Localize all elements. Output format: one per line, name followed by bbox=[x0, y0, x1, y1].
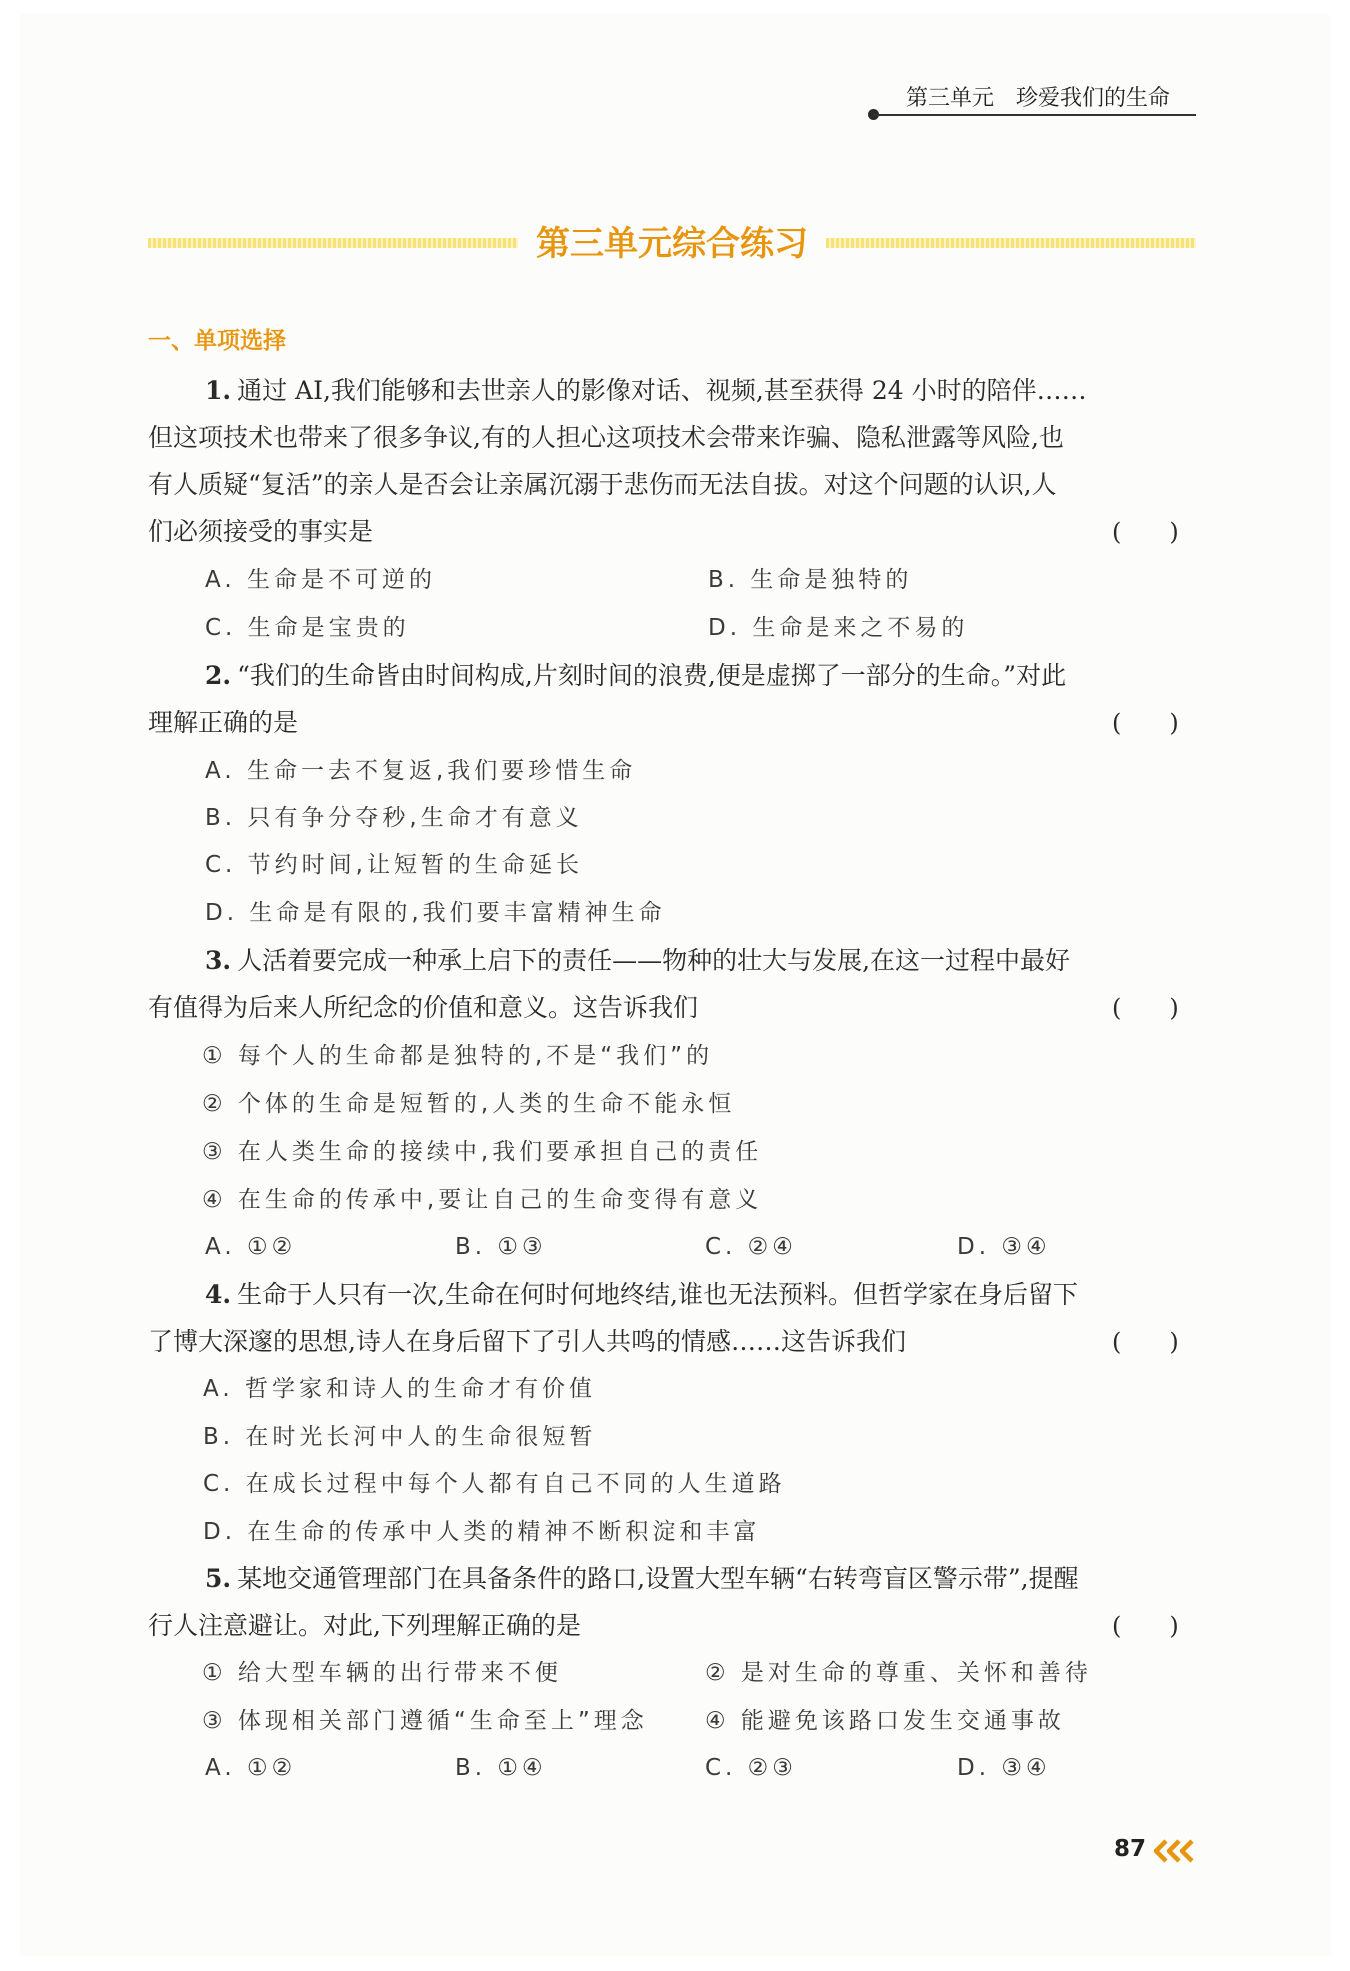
question-1-line-3: 有人质疑“复活”的亲人是否会让亲属沉溺于悲伤而无法自拔。对这个问题的认识,人 bbox=[148, 470, 1057, 499]
running-head bbox=[868, 86, 1196, 120]
question-1-line-2: 但这项技术也带来了很多争议,有的人担心这项技术会带来诈骗、隐私泄露等风险,也 bbox=[148, 423, 1064, 452]
question-2-text: “我们的生命皆由时间构成,片刻时间的浪费,便是虚掷了一部分的生命。”对此 bbox=[237, 661, 1067, 690]
question-1-text: 通过 AI,我们能够和去世亲人的影像对话、视频,甚至获得 24 小时的陪伴…… bbox=[237, 376, 1087, 405]
q5-option-d: D. ③④ bbox=[957, 1755, 1051, 1781]
q4-option-d: D. 在生命的传承中人类的精神不断积淀和丰富 bbox=[203, 1519, 761, 1545]
question-1-line-4: 们必须接受的事实是 bbox=[148, 517, 374, 546]
header-rule bbox=[873, 114, 1196, 116]
question-1-line-1 bbox=[205, 374, 1087, 408]
question-4-line-1 bbox=[205, 1278, 1078, 1312]
q5-item-1: ① 给大型车辆的出行带来不便 bbox=[202, 1660, 562, 1686]
question-5-line-2: 行人注意避让。对此,下列理解正确的是 bbox=[148, 1611, 581, 1640]
question-2-number: 2. bbox=[205, 661, 232, 690]
q2-option-d: D. 生命是有限的,我们要丰富精神生命 bbox=[205, 900, 666, 926]
q4-option-b: B. 在时光长河中人的生命很短暂 bbox=[203, 1424, 597, 1450]
question-4-line-2: 了博大深邃的思想,诗人在身后留下了引人共鸣的情感……这告诉我们 bbox=[148, 1327, 906, 1356]
q5-option-b: B. ①④ bbox=[455, 1755, 547, 1781]
q2-option-b: B. 只有争分夺秒,生命才有意义 bbox=[205, 805, 583, 831]
q3-item-4: ④ 在生命的传承中,要让自己的生命变得有意义 bbox=[202, 1187, 763, 1213]
q5-option-c: C. ②③ bbox=[705, 1755, 797, 1781]
question-3-line-1 bbox=[205, 944, 1070, 978]
q1-option-c: C. 生命是宝贵的 bbox=[205, 615, 410, 641]
q3-option-d: D. ③④ bbox=[957, 1234, 1051, 1260]
question-5-number: 5. bbox=[205, 1564, 232, 1593]
answer-blank-2[interactable]: ( ) bbox=[1112, 709, 1179, 737]
answer-blank-3[interactable]: ( ) bbox=[1112, 994, 1179, 1022]
title-banner bbox=[148, 218, 1196, 274]
question-3-number: 3. bbox=[205, 946, 232, 975]
question-2-line-2: 理解正确的是 bbox=[148, 708, 299, 737]
chevrons-left-icon bbox=[1152, 1838, 1198, 1864]
q3-item-3: ③ 在人类生命的接续中,我们要承担自己的责任 bbox=[202, 1139, 763, 1165]
q5-item-3: ③ 体现相关部门遵循“生命至上”理念 bbox=[202, 1708, 648, 1734]
q2-option-a: A. 生命一去不复返,我们要珍惜生命 bbox=[205, 758, 637, 784]
q4-option-c: C. 在成长过程中每个人都有自己不同的人生道路 bbox=[203, 1471, 786, 1497]
q5-item-4: ④ 能避免该路口发生交通事故 bbox=[705, 1708, 1065, 1734]
question-4-number: 4. bbox=[205, 1280, 232, 1309]
answer-blank-4[interactable]: ( ) bbox=[1112, 1328, 1179, 1356]
question-2-line-1 bbox=[205, 659, 1066, 693]
q3-option-b: B. ①③ bbox=[455, 1234, 547, 1260]
q3-option-a: A. ①② bbox=[205, 1234, 297, 1260]
section-heading: 一、单项选择 bbox=[148, 328, 286, 354]
q3-option-c: C. ②④ bbox=[705, 1234, 797, 1260]
question-3-text: 人活着要完成一种承上启下的责任——物种的壮大与发展,在这一过程中最好 bbox=[237, 946, 1071, 975]
q1-option-a: A. 生命是不可逆的 bbox=[205, 567, 436, 593]
q3-item-2: ② 个体的生命是短暂的,人类的生命不能永恒 bbox=[202, 1091, 736, 1117]
page-number: 87 bbox=[1114, 1836, 1147, 1862]
question-5-line-1 bbox=[205, 1562, 1079, 1596]
title-bar-left bbox=[148, 238, 518, 248]
q5-item-2: ② 是对生命的尊重、关怀和善待 bbox=[705, 1660, 1092, 1686]
answer-blank-1[interactable]: ( ) bbox=[1112, 518, 1179, 546]
q1-option-d: D. 生命是来之不易的 bbox=[708, 615, 969, 641]
q1-option-b: B. 生命是独特的 bbox=[708, 567, 913, 593]
running-head-text: 第三单元 珍爱我们的生命 bbox=[906, 86, 1171, 111]
question-4-text: 生命于人只有一次,生命在何时何地终结,谁也无法预料。但哲学家在身后留下 bbox=[237, 1280, 1079, 1309]
title-bar-right bbox=[826, 238, 1196, 248]
question-3-line-2: 有值得为后来人所纪念的价值和意义。这告诉我们 bbox=[148, 993, 699, 1022]
answer-blank-5[interactable]: ( ) bbox=[1112, 1612, 1179, 1640]
q2-option-c: C. 节约时间,让短暂的生命延长 bbox=[205, 852, 583, 878]
q4-option-a: A. 哲学家和诗人的生命才有价值 bbox=[203, 1376, 596, 1402]
q5-option-a: A. ①② bbox=[205, 1755, 297, 1781]
question-1-number: 1. bbox=[205, 376, 232, 405]
question-5-text: 某地交通管理部门在具备条件的路口,设置大型车辆“右转弯盲区警示带”,提醒 bbox=[237, 1564, 1079, 1593]
q3-item-1: ① 每个人的生命都是独特的,不是“我们”的 bbox=[202, 1043, 714, 1069]
page-title: 第三单元综合练习 bbox=[536, 224, 808, 264]
